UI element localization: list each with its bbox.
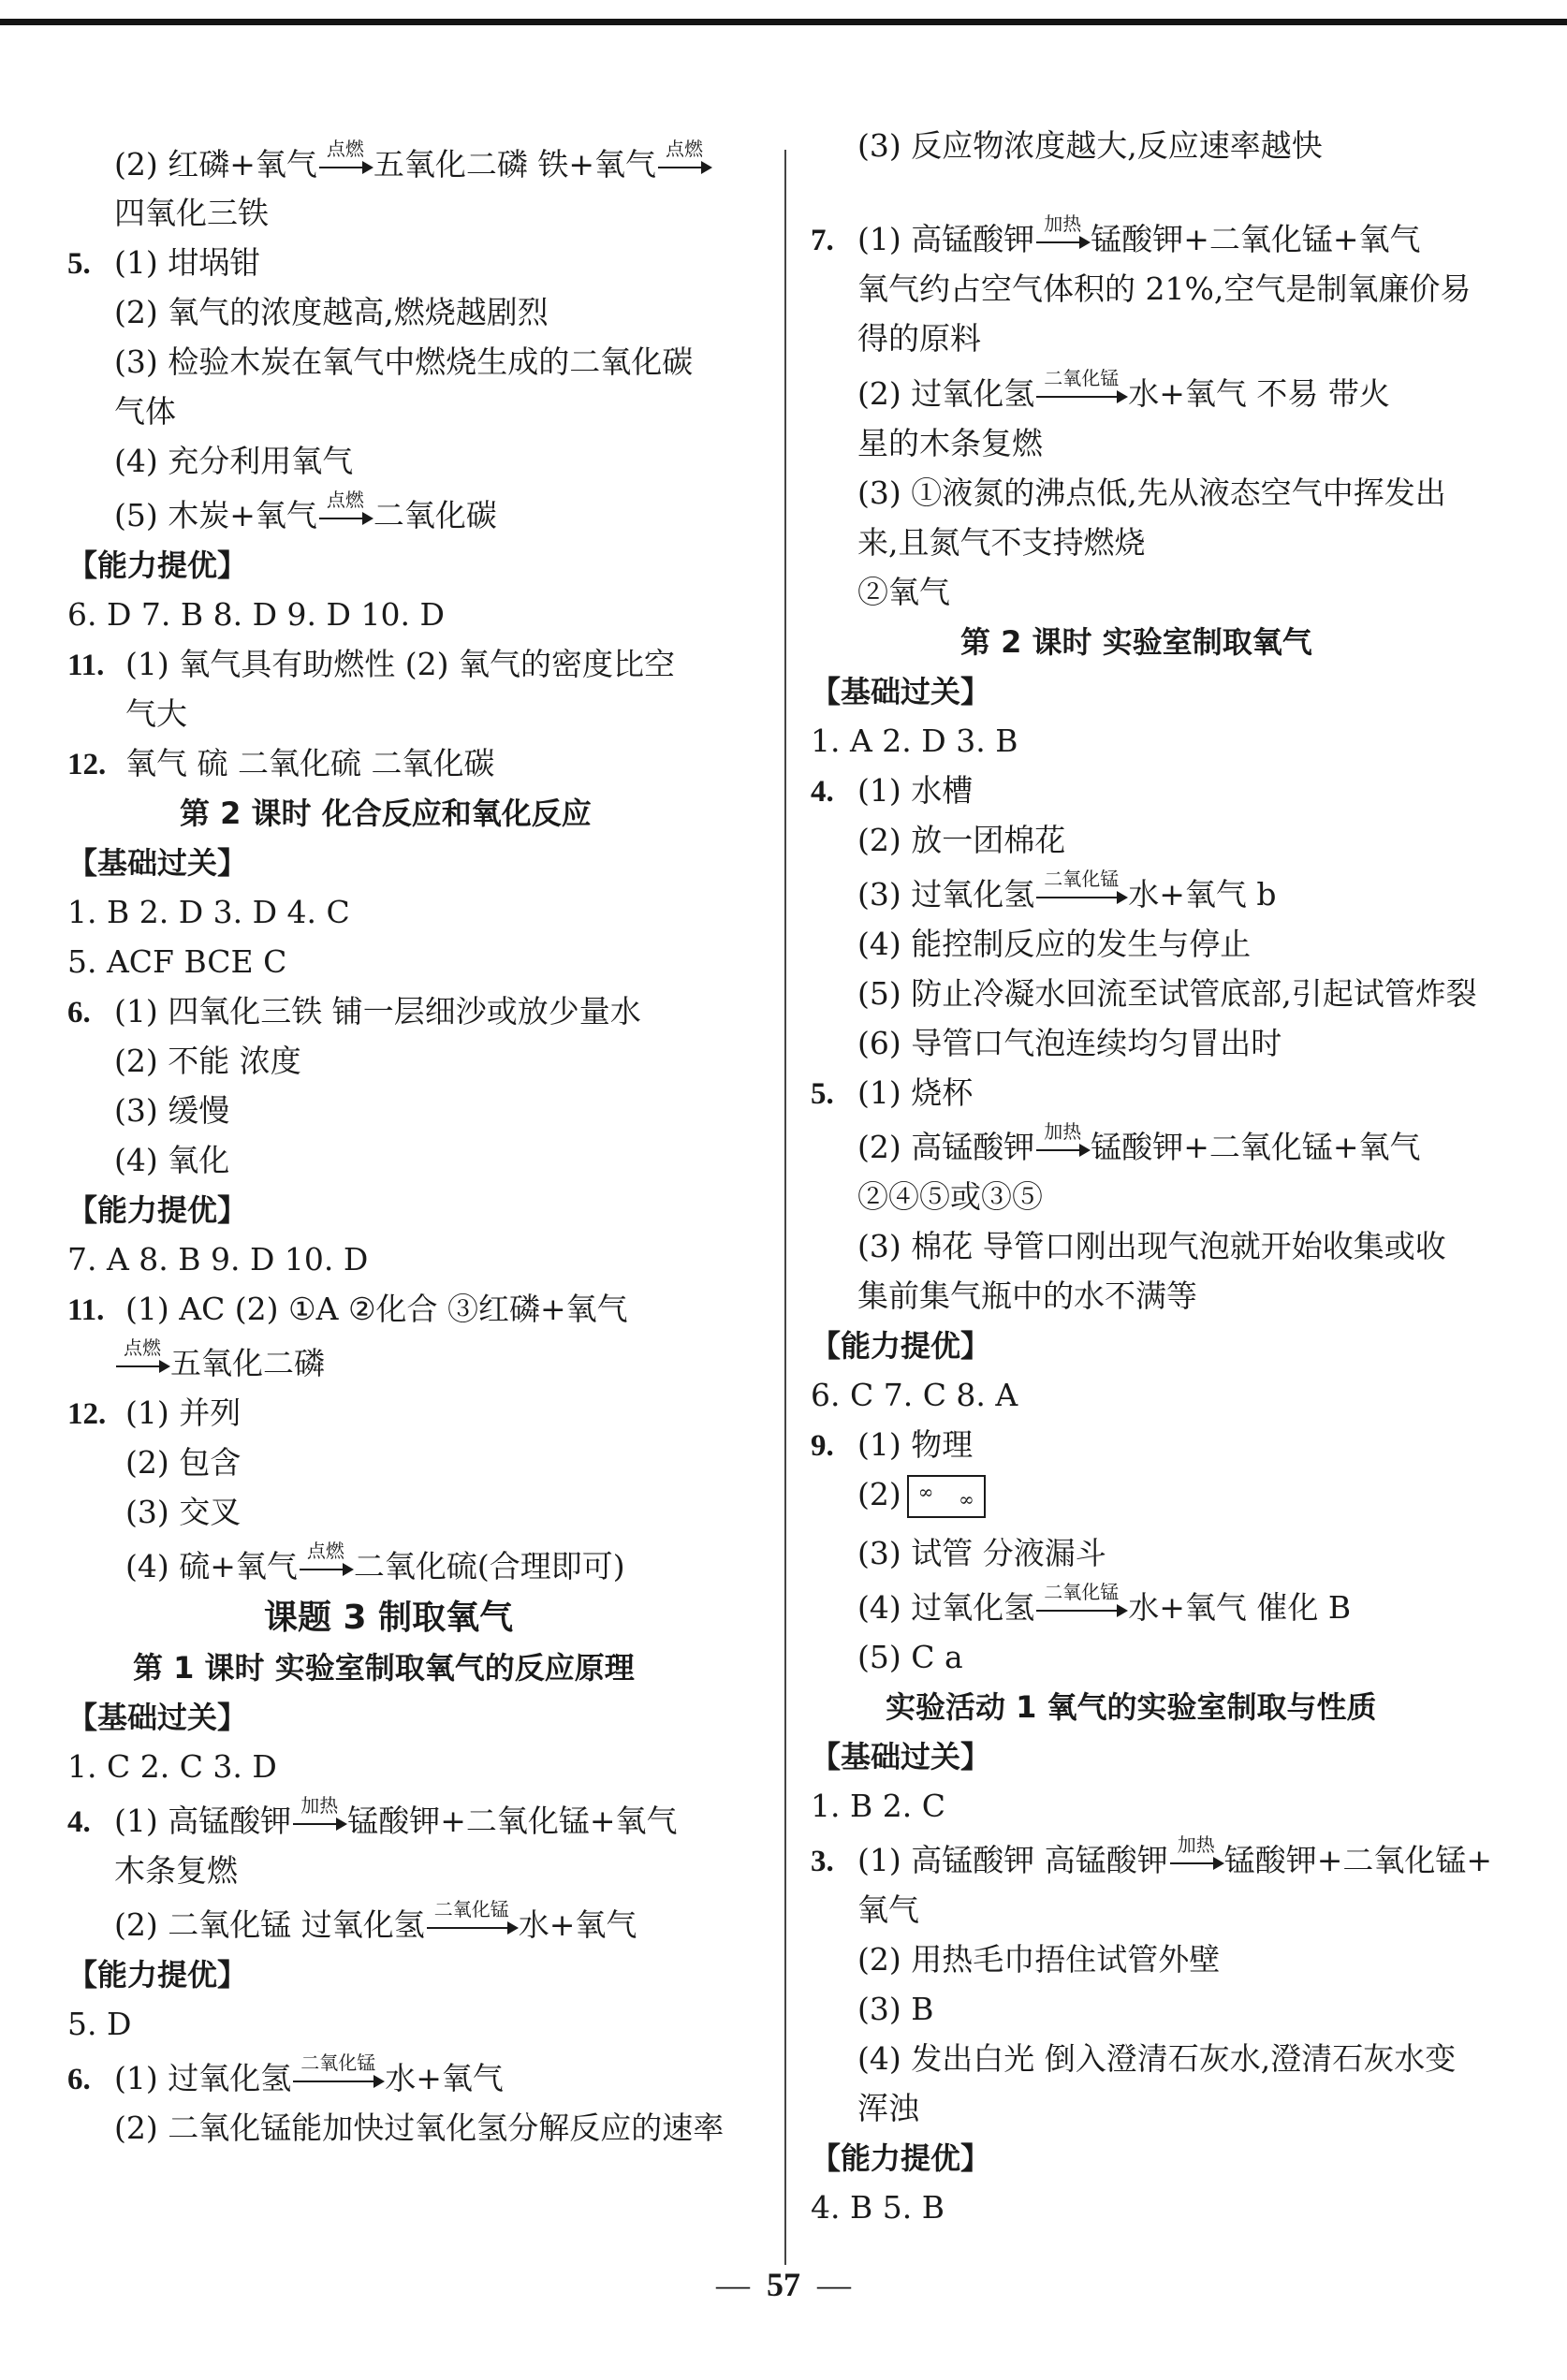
answer-line: 1. B 2. C bbox=[811, 1788, 945, 1824]
reaction-arrow: 加热 bbox=[291, 1801, 347, 1842]
lesson-title: 第 1 课时 实验室制取氧气的反应原理 bbox=[133, 1650, 635, 1686]
answer-line: 氧气 bbox=[857, 1891, 919, 1928]
answer-line: 1. C 2. C 3. D bbox=[67, 1748, 277, 1785]
answer-line: 木条复燃 bbox=[114, 1852, 238, 1889]
answer-line: (1) 坩埚钳 bbox=[114, 244, 261, 281]
reaction-arrow: 加热 bbox=[1034, 1127, 1091, 1168]
question-number: 5. bbox=[67, 247, 91, 281]
answer-line: 7. A 8. B 9. D 10. D bbox=[67, 1241, 369, 1278]
answer-line: (3) 过氧化氢 二氧化锰 水+氧气 b bbox=[857, 874, 1277, 915]
reaction-arrow: 二氧化锰 bbox=[291, 2058, 385, 2099]
answer-line: (4) 充分利用氧气 bbox=[114, 443, 354, 479]
answer-line: (3) 检验木炭在氧气中燃烧生成的二氧化碳 bbox=[114, 343, 694, 380]
reaction-arrow: 点燃 bbox=[656, 144, 712, 185]
answer-line: (6) 导管口气泡连续均匀冒出时 bbox=[857, 1025, 1282, 1061]
answer-line: (1) 高锰酸钾 加热 锰酸钾+二氧化锰+氧气 bbox=[114, 1801, 678, 1842]
answer-line: (4) 硫+氧气 点燃 二氧化硫(合理即可) bbox=[125, 1546, 625, 1587]
question-number: 12. bbox=[67, 1397, 107, 1431]
question-number: 6. bbox=[67, 996, 91, 1029]
question-number: 4. bbox=[811, 775, 834, 809]
answer-line: 气体 bbox=[114, 393, 176, 430]
answer-line: 4. B 5. B bbox=[811, 2189, 945, 2226]
answer-line: (2) 二氧化锰能加快过氧化氢分解反应的速率 bbox=[114, 2110, 725, 2146]
reaction-arrow: 点燃 bbox=[317, 144, 373, 185]
answer-line: (3) B bbox=[857, 1991, 934, 2027]
column-divider bbox=[784, 150, 786, 2265]
apparatus-diagram-box: ∞ ∞ bbox=[907, 1475, 986, 1518]
answer-line: (1) 物理 bbox=[857, 1426, 974, 1463]
section-heading: 【能力提优】 bbox=[67, 548, 248, 583]
section-heading: 【基础过关】 bbox=[811, 1739, 991, 1774]
answer-line: (4) 过氧化氢 二氧化锰 水+氧气 催化 B bbox=[857, 1587, 1351, 1628]
answer-line: 5. ACF BCE C bbox=[67, 943, 287, 980]
section-heading: 【基础过关】 bbox=[811, 674, 991, 709]
reaction-arrow: 二氧化锰 bbox=[1034, 373, 1128, 415]
answer-line: 5. D bbox=[67, 2006, 132, 2042]
reaction-arrow: 加热 bbox=[1168, 1840, 1224, 1881]
answer-line: (4) 氧化 bbox=[114, 1142, 230, 1178]
answer-line: (5) C a bbox=[857, 1639, 963, 1675]
reaction-arrow: 点燃 bbox=[298, 1546, 354, 1587]
answer-line: 浑浊 bbox=[857, 2090, 919, 2126]
answer-line: (3) 棉花 导管口刚出现气泡就开始收集或收 bbox=[857, 1228, 1446, 1264]
section-heading: 【能力提优】 bbox=[811, 2140, 991, 2176]
answer-line: (3) 试管 分液漏斗 bbox=[857, 1535, 1106, 1571]
answer-line: (5) 防止冷凝水回流至试管底部,引起试管炸裂 bbox=[857, 975, 1477, 1012]
answer-line: (1) 高锰酸钾 加热 锰酸钾+二氧化锰+氧气 bbox=[857, 219, 1421, 260]
answer-line: (2) 放一团棉花 bbox=[857, 822, 1066, 858]
answer-line: (1) 水槽 bbox=[857, 772, 974, 809]
reaction-arrow: 加热 bbox=[1034, 219, 1091, 260]
answer-line: 气大 bbox=[125, 695, 187, 732]
section-heading: 【基础过关】 bbox=[67, 1700, 248, 1735]
answer-line: 集前集气瓶中的水不满等 bbox=[857, 1278, 1197, 1314]
question-number: 3. bbox=[811, 1845, 834, 1878]
reaction-arrow: 二氧化锰 bbox=[1034, 1587, 1128, 1628]
answer-line: (2) 包含 bbox=[125, 1444, 242, 1481]
answer-line: (2) 二氧化锰 过氧化氢 二氧化锰 水+氧气 bbox=[114, 1905, 637, 1946]
answer-line: (1) AC (2) ①A ②化合 ③红磷+氧气 bbox=[125, 1291, 628, 1327]
question-number: 11. bbox=[67, 1293, 105, 1327]
reaction-arrow: 点燃 bbox=[317, 495, 373, 536]
answer-line: (2) 红磷+氧气 点燃 五氧化二磷 铁+氧气 点燃 bbox=[114, 144, 712, 185]
answer-line: (2) 氧气的浓度越高,燃烧越剧烈 bbox=[114, 294, 549, 330]
reaction-arrow: 点燃 bbox=[114, 1343, 170, 1384]
answer-line: (1) 氧气具有助燃性 (2) 氧气的密度比空 bbox=[125, 646, 675, 682]
answer-line: 氧气约占空气体积的 21%,空气是制氧廉价易 bbox=[857, 270, 1472, 307]
answer-line: (4) 发出白光 倒入澄清石灰水,澄清石灰水变 bbox=[857, 2040, 1457, 2077]
answer-line: (1) 并列 bbox=[125, 1394, 242, 1431]
lesson-title: 第 2 课时 实验室制取氧气 bbox=[960, 624, 1312, 660]
section-heading: 【能力提优】 bbox=[811, 1328, 991, 1364]
section-heading: 【能力提优】 bbox=[67, 1192, 248, 1228]
question-number: 6. bbox=[67, 2063, 91, 2096]
answer-line: (5) 木炭+氧气 点燃 二氧化碳 bbox=[114, 495, 497, 536]
answer-line: ②氧气 bbox=[857, 574, 950, 610]
reaction-arrow: 二氧化锰 bbox=[1034, 874, 1128, 915]
answer-line: (3) 缓慢 bbox=[114, 1092, 230, 1129]
answer-line: 氧气 硫 二氧化硫 二氧化碳 bbox=[125, 745, 495, 781]
answer-line: 6. D 7. B 8. D 9. D 10. D bbox=[67, 596, 445, 633]
section-heading: 【基础过关】 bbox=[67, 845, 248, 881]
answer-line: 1. B 2. D 3. D 4. C bbox=[67, 894, 350, 930]
answer-line: (3) 交叉 bbox=[125, 1494, 242, 1530]
answer-line: (4) 能控制反应的发生与停止 bbox=[857, 926, 1252, 962]
question-number: 4. bbox=[67, 1805, 91, 1839]
lesson-title: 第 2 课时 化合反应和氧化反应 bbox=[180, 796, 592, 831]
answer-line: (2) 过氧化氢 二氧化锰 水+氧气 不易 带火 bbox=[857, 373, 1390, 415]
answer-line: ②④⑤或③⑤ bbox=[857, 1178, 1043, 1215]
answer-line: (2) 高锰酸钾 加热 锰酸钾+二氧化锰+氧气 bbox=[857, 1127, 1421, 1168]
answer-line: 点燃 五氧化二磷 bbox=[114, 1343, 325, 1384]
answer-line: (1) 四氧化三铁 铺一层细沙或放少量水 bbox=[114, 993, 641, 1029]
answer-line: 四氧化三铁 bbox=[114, 195, 269, 231]
page-number: — 57 — bbox=[716, 2266, 851, 2303]
top-rule bbox=[0, 19, 1567, 25]
question-number: 7. bbox=[811, 224, 834, 257]
answer-line: (2) 不能 浓度 bbox=[114, 1043, 301, 1079]
answer-line: (1) 过氧化氢 二氧化锰 水+氧气 bbox=[114, 2058, 504, 2099]
answer-line: 星的木条复燃 bbox=[857, 425, 1043, 461]
answer-line: 6. C 7. C 8. A bbox=[811, 1377, 1018, 1413]
question-number: 5. bbox=[811, 1077, 834, 1111]
question-number: 9. bbox=[811, 1429, 834, 1463]
answer-line: (1) 烧杯 bbox=[857, 1074, 974, 1111]
question-number: 11. bbox=[67, 649, 105, 682]
answer-line: 得的原料 bbox=[857, 320, 981, 357]
reaction-arrow: 二氧化锰 bbox=[425, 1905, 519, 1946]
activity-title: 实验活动 1 氧气的实验室制取与性质 bbox=[886, 1689, 1377, 1725]
answer-line: (3) ①液氮的沸点低,先从液态空气中挥发出 bbox=[857, 475, 1446, 511]
question-number: 12. bbox=[67, 748, 107, 781]
answer-line: (1) 高锰酸钾 高锰酸钾 加热 锰酸钾+二氧化锰+ bbox=[857, 1840, 1492, 1881]
answer-line: (3) 反应物浓度越大,反应速率越快 bbox=[857, 127, 1323, 164]
answer-line: 来,且氮气不支持燃烧 bbox=[857, 524, 1146, 561]
section-heading: 【能力提优】 bbox=[67, 1957, 248, 1993]
answer-line: (2) ∞ ∞ bbox=[857, 1474, 986, 1515]
answer-line: 1. A 2. D 3. B bbox=[811, 723, 1018, 759]
topic-title: 课题 3 制取氧气 bbox=[264, 1599, 514, 1637]
answer-line: (2) 用热毛巾捂住试管外壁 bbox=[857, 1941, 1221, 1978]
